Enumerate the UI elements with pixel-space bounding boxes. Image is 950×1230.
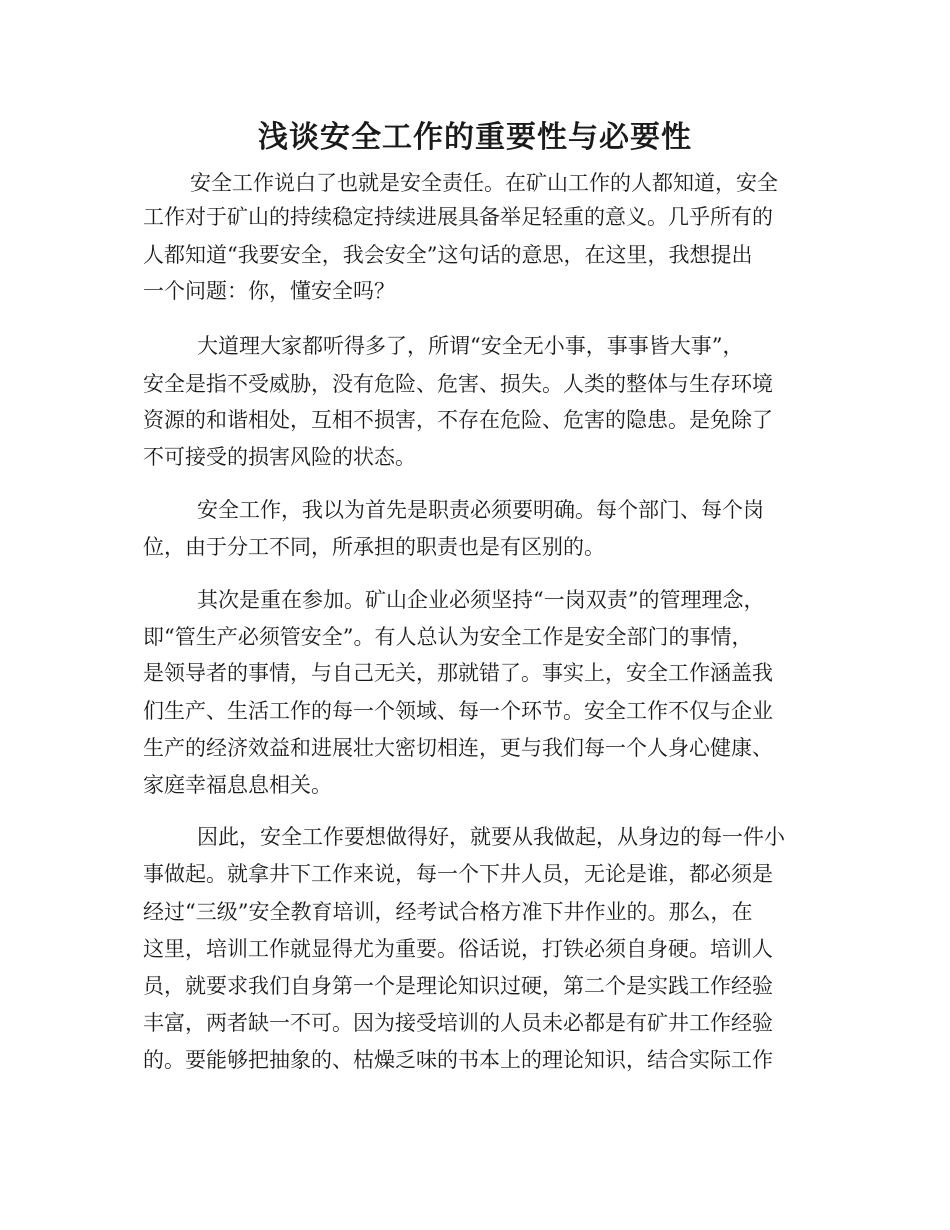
paragraph-3-line-1: 安全工作，我以为首先是职责必须要明确。每个部门、每个岗 (197, 498, 764, 522)
paragraph-2-line-2: 安全是指不受威胁，没有危险、危害、损失。人类的整体与生存环境 (143, 372, 773, 396)
paragraph-5-line-3: 经过“三级”安全教育培训，经考试合格方准下井作业的。那么，在 (143, 900, 753, 924)
document-title: 浅谈安全工作的重要性与必要性 (258, 120, 692, 155)
paragraph-5-line-2: 事做起。就拿井下工作来说，每一个下井人员，无论是谁，都必须是 (143, 862, 773, 886)
paragraph-5-line-5: 员，就要求我们自身第一个是理论知识过硬，第二个是实践工作经验 (143, 974, 773, 998)
paragraph-1-line-1: 安全工作说白了也就是安全责任。在矿山工作的人都知道，安全 (190, 171, 778, 195)
paragraph-2-line-1: 大道理大家都听得多了，所谓“安全无小事，事事皆大事”， (197, 334, 744, 358)
paragraph-4-line-4: 们生产、生活工作的每一个领域、每一个环节。安全工作不仅与企业 (143, 699, 773, 723)
paragraph-1-line-4: 一个问题：你，懂安全吗？ (143, 279, 395, 303)
paragraph-2-line-4: 不可接受的损害风险的状态。 (143, 445, 416, 469)
paragraph-4-line-6: 家庭幸福息息相关。 (143, 773, 332, 797)
paragraph-4-line-1: 其次是重在参加。矿山企业必须坚持“一岗双责”的管理理念， (197, 588, 765, 612)
paragraph-5-line-4: 这里，培训工作就显得尤为重要。俗话说，打铁必须自身硬。培训人 (143, 937, 773, 961)
paragraph-5-line-1: 因此，安全工作要想做得好，就要从我做起，从身边的每一件小 (197, 825, 785, 849)
paragraph-4-line-2: 即“管生产必须管安全”。有人总认为安全工作是安全部门的事情， (143, 625, 753, 649)
paragraph-4-line-5: 生产的经济效益和进展壮大密切相连，更与我们每一个人身心健康、 (143, 736, 773, 760)
paragraph-5-line-7: 的。要能够把抽象的、枯燥乏味的书本上的理论知识，结合实际工作 (143, 1048, 773, 1072)
paragraph-1-line-3: 人都知道“我要安全，我会安全”这句话的意思，在这里，我想提出 (143, 243, 753, 267)
paragraph-3-line-2: 位，由于分工不同，所承担的职责也是有区别的。 (143, 535, 605, 559)
paragraph-1-line-2: 工作对于矿山的持续稳定持续进展具备举足轻重的意义。几乎所有的 (143, 205, 773, 229)
paragraph-4-line-3: 是领导者的事情，与自己无关，那就错了。事实上，安全工作涵盖我 (143, 661, 773, 685)
paragraph-2-line-3: 资源的和谐相处，互相不损害，不存在危险、危害的隐患。是免除了 (143, 408, 773, 432)
paragraph-5-line-6: 丰富，两者缺一不可。因为接受培训的人员未必都是有矿井工作经验 (143, 1011, 773, 1035)
